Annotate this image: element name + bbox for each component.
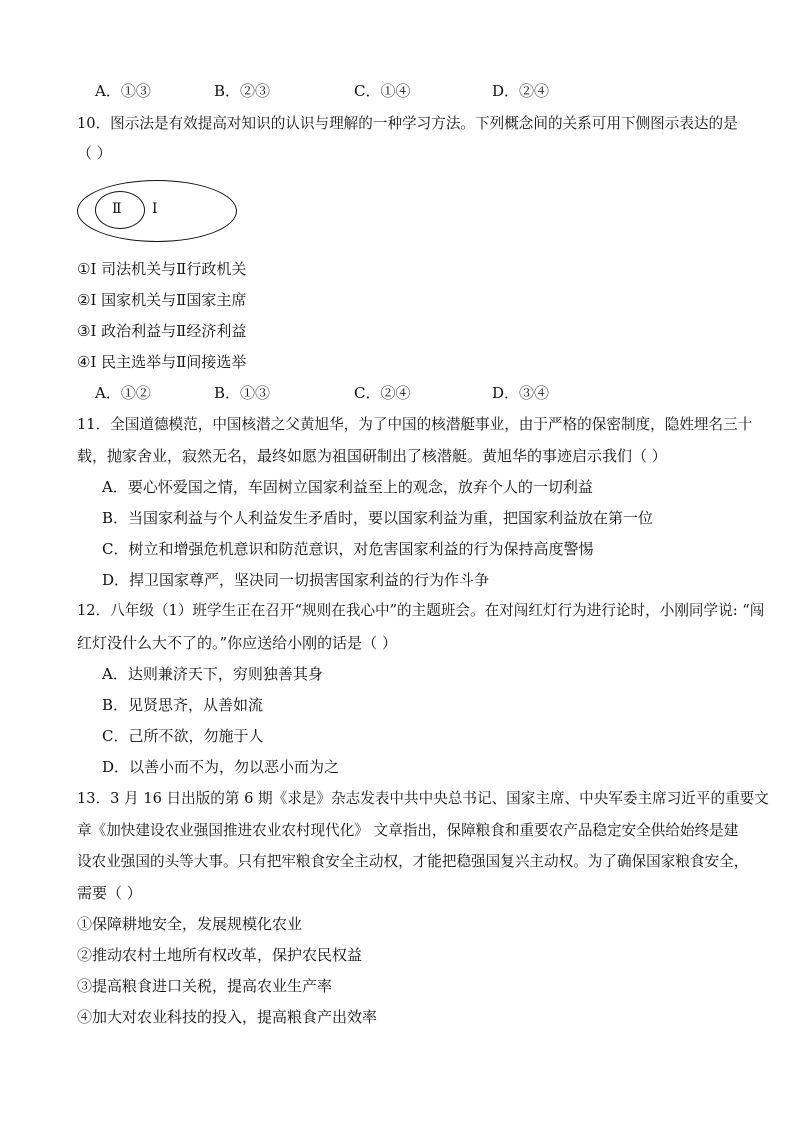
q13-item-1: ①保障耕地安全，发展规模化农业	[77, 915, 303, 933]
q13-stem-line1: 13．3 月 16 日出版的第 6 期《求是》杂志发表中共中央总书记、国家主席、中央军委主席习近平的重要文	[77, 790, 769, 807]
q13-stem-line3: 设农业强国的头等大事。只有把牢粮食安全主动权，才能把稳强国复兴主动权。为了确保国家粮食安全，	[77, 853, 749, 870]
q11-option-d[interactable]: D．捍卫国家尊严，坚决同一切损害国家利益的行为作斗争	[102, 571, 490, 589]
q12-option-c[interactable]: C．己所不欲，勿施于人	[102, 727, 264, 745]
q13-stem-line4: 需要（ ）	[77, 884, 142, 902]
q10-stem-line2: （ ）	[77, 144, 112, 162]
q12-option-d[interactable]: D．以善小而不为，勿以恶小而为之	[102, 758, 340, 776]
q11-stem-line2: 载，抛家舍业，寂然无名，最终如愿为祖国研制出了核潜艇。黄旭华的事迹启示我们（ ）	[77, 447, 667, 465]
q9-option-b[interactable]: B．②③	[214, 82, 271, 100]
q9-option-c[interactable]: C．①④	[354, 82, 411, 100]
venn-inner-label: Ⅱ	[112, 201, 122, 217]
q10-option-b[interactable]: B．①③	[214, 384, 271, 402]
q12-option-a[interactable]: A．达则兼济天下，穷则独善其身	[102, 665, 323, 683]
q13-item-2: ②推动农村土地所有权改革，保护农民权益	[77, 946, 363, 964]
q13-item-3: ③提高粮食进口关税，提高农业生产率	[77, 977, 333, 995]
q12-option-b[interactable]: B．见贤思齐，从善如流	[102, 696, 264, 714]
q10-option-a[interactable]: A．①②	[95, 384, 151, 402]
q9-option-d[interactable]: D．②④	[492, 82, 550, 100]
venn-outer-label: I	[152, 201, 158, 217]
q11-option-a[interactable]: A．要心怀爱国之情，车固树立国家利益至上的观念，放弃个人的一切利益	[102, 478, 593, 496]
q13-stem-line2: 章《加快建设农业强国推进农业农村现代化》 文章指出，保障粮食和重要农产品稳定安全供给始终是建	[77, 822, 739, 839]
q12-stem-line1: 12．八年级（1）班学生正在召开“规则在我心中”的主题班会。在对闯红灯行为进行论时，小刚同学说: “闯	[77, 602, 765, 619]
q13-item-4: ④加大对农业科技的投入，提高粮食产出效率	[77, 1008, 378, 1026]
q10-option-c[interactable]: C．②④	[354, 384, 411, 402]
q12-stem-line2: 红灯没什么大不了的。”你应送给小刚的话是（ ）	[77, 634, 397, 652]
q10-stem-line1: 10．图示法是有效提高对知识的认识与理解的一种学习方法。下列概念间的关系可用下侧图示表达的是	[77, 115, 738, 132]
q11-option-b[interactable]: B．当国家利益与个人利益发生矛盾时，要以国家利益为重，把国家利益放在第一位	[102, 509, 654, 527]
q9-option-a[interactable]: A．①③	[95, 82, 151, 100]
q11-stem-line1: 11．全国道德模范，中国核潜之父黄旭华，为了中国的核潜艇事业，由于严格的保密制度，隐姓埋名三十	[77, 416, 753, 433]
q10-item-1: ①I 司法机关与Ⅱ行政机关	[77, 260, 247, 278]
q10-item-3: ③I 政治利益与Ⅱ经济利益	[77, 322, 247, 340]
q10-item-4: ④I 民主选举与Ⅱ间接选举	[77, 353, 247, 371]
q10-item-2: ②I 国家机关与Ⅱ国家主席	[77, 291, 247, 309]
q11-option-c[interactable]: C．树立和增强危机意识和防范意识，对危害国家利益的行为保持高度警惕	[102, 540, 594, 558]
q10-option-d[interactable]: D．③④	[492, 384, 550, 402]
